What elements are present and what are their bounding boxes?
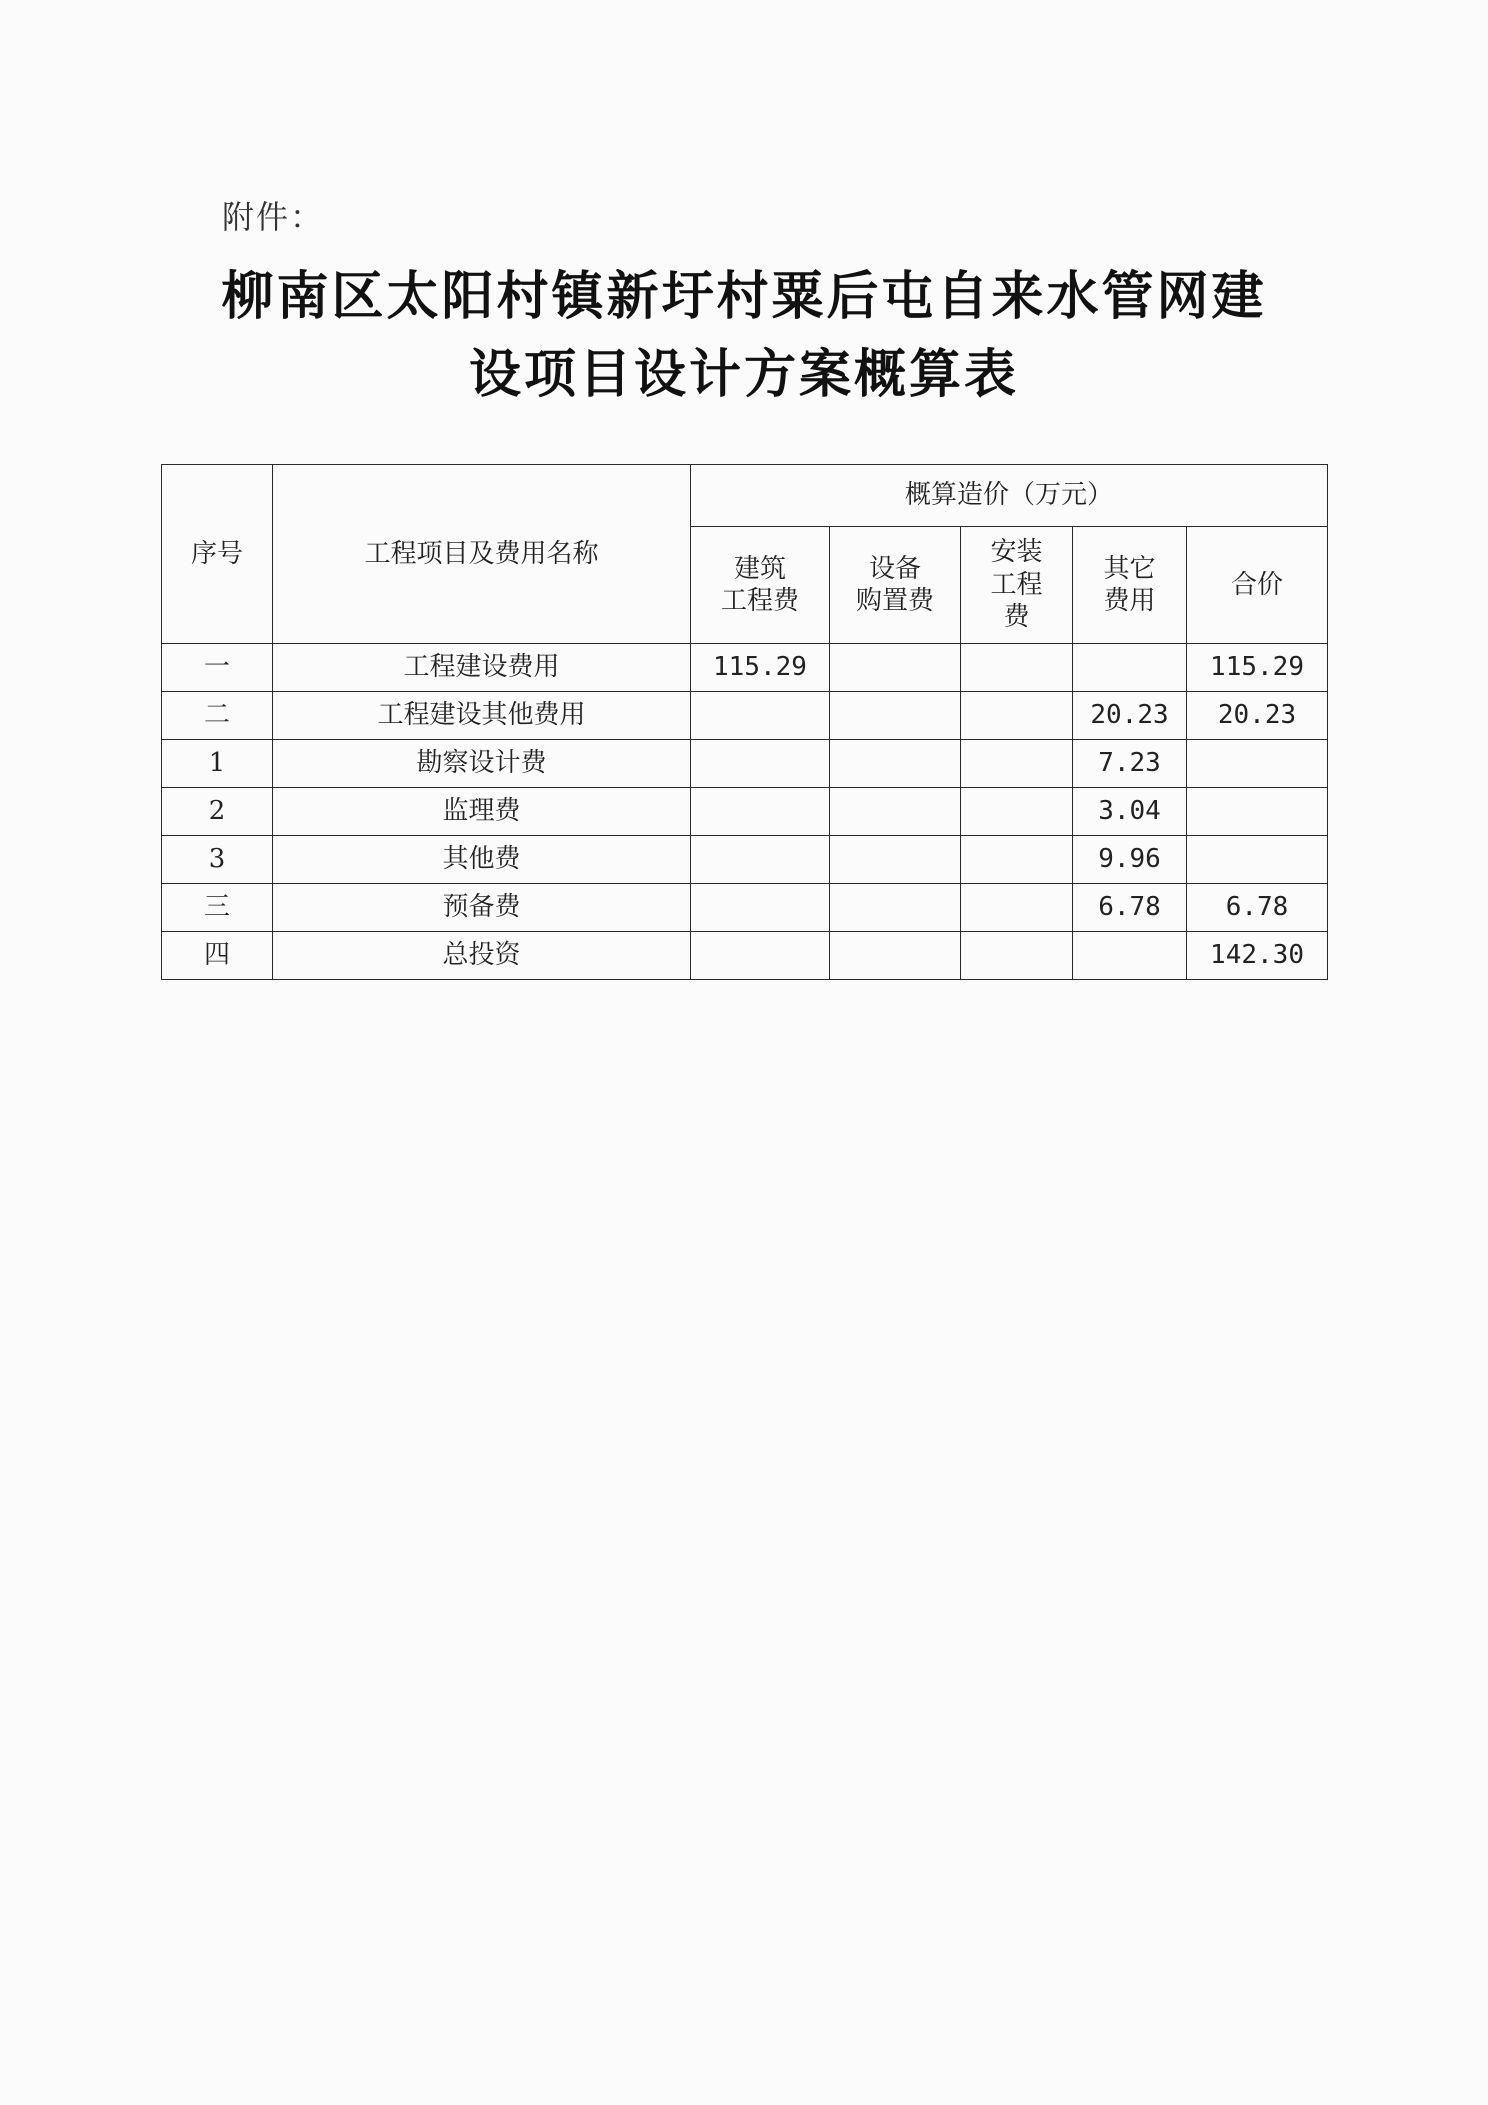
header-total: 合价: [1187, 527, 1328, 644]
cell-total: [1187, 740, 1328, 788]
cell-equipment: [830, 932, 961, 980]
cell-total: 115.29: [1187, 644, 1328, 692]
cell-total: 6.78: [1187, 884, 1328, 932]
header-installation-line3: 费: [1003, 602, 1030, 633]
attachment-label: 附件：: [222, 198, 325, 236]
cell-construction: [691, 692, 830, 740]
cell-name: 预备费: [273, 884, 691, 932]
cell-other: 6.78: [1073, 884, 1187, 932]
table-row: [162, 644, 1328, 692]
cell-installation: [961, 836, 1073, 884]
cell-installation: [961, 644, 1073, 692]
cell-name: 工程建设其他费用: [273, 692, 691, 740]
table-row: [162, 740, 1328, 788]
table-row: [162, 884, 1328, 932]
header-equipment: [830, 527, 961, 644]
cell-name: 监理费: [273, 788, 691, 836]
cell-seq: 四: [162, 932, 273, 980]
cell-installation: [961, 884, 1073, 932]
cell-seq: 二: [162, 692, 273, 740]
cell-construction: [691, 788, 830, 836]
cell-name: 工程建设费用: [273, 644, 691, 692]
cell-equipment: [830, 740, 961, 788]
cell-installation: [961, 740, 1073, 788]
cell-seq: 一: [162, 644, 273, 692]
cell-total: [1187, 788, 1328, 836]
header-construction: [691, 527, 830, 644]
cell-equipment: [830, 836, 961, 884]
budget-table: [161, 464, 1328, 980]
table-row: [162, 932, 1328, 980]
cell-seq: 1: [162, 740, 273, 788]
cell-seq: 2: [162, 788, 273, 836]
cell-installation: [961, 788, 1073, 836]
cell-other: [1073, 644, 1187, 692]
table-row: [162, 836, 1328, 884]
header-installation-line2: 工程: [990, 569, 1043, 600]
header-construction-line1: 建筑: [733, 553, 786, 584]
header-name: 工程项目及费用名称: [273, 465, 691, 644]
cell-total: 142.30: [1187, 932, 1328, 980]
document-title-line1: 柳南区太阳村镇新圩村粟后屯自来水管网建: [221, 266, 1267, 327]
cell-other: 3.04: [1073, 788, 1187, 836]
cell-total: 20.23: [1187, 692, 1328, 740]
cell-equipment: [830, 692, 961, 740]
document-title-line2: 设项目设计方案概算表: [468, 344, 1019, 405]
cell-seq: 三: [162, 884, 273, 932]
cell-other: [1073, 932, 1187, 980]
header-other-line2: 费用: [1103, 586, 1156, 616]
cell-construction: [691, 740, 830, 788]
header-other-line1: 其它: [1103, 553, 1156, 584]
table-row: [162, 788, 1328, 836]
header-equipment-line2: 购置费: [855, 586, 934, 616]
cell-other: 7.23: [1073, 740, 1187, 788]
cell-construction: [691, 836, 830, 884]
cell-total: [1187, 836, 1328, 884]
cell-construction: 115.29: [691, 644, 830, 692]
cell-construction: [691, 884, 830, 932]
cell-name: 勘察设计费: [273, 740, 691, 788]
cell-equipment: [830, 644, 961, 692]
cell-equipment: [830, 788, 961, 836]
header-seq: 序号: [162, 465, 273, 644]
cell-installation: [961, 932, 1073, 980]
header-installation: [961, 527, 1073, 644]
cell-seq: 3: [162, 836, 273, 884]
cell-name: 总投资: [273, 932, 691, 980]
cell-other: 20.23: [1073, 692, 1187, 740]
cell-name: 其他费: [273, 836, 691, 884]
header-installation-line1: 安装: [990, 537, 1043, 568]
cell-installation: [961, 692, 1073, 740]
header-row-group: [162, 465, 1328, 527]
cell-other: 9.96: [1073, 836, 1187, 884]
cell-construction: [691, 932, 830, 980]
header-budget-group: 概算造价（万元）: [691, 465, 1328, 527]
table-row: [162, 692, 1328, 740]
header-construction-line2: 工程费: [720, 586, 799, 616]
header-equipment-line1: 设备: [868, 553, 921, 584]
cell-equipment: [830, 884, 961, 932]
header-other: [1073, 527, 1187, 644]
